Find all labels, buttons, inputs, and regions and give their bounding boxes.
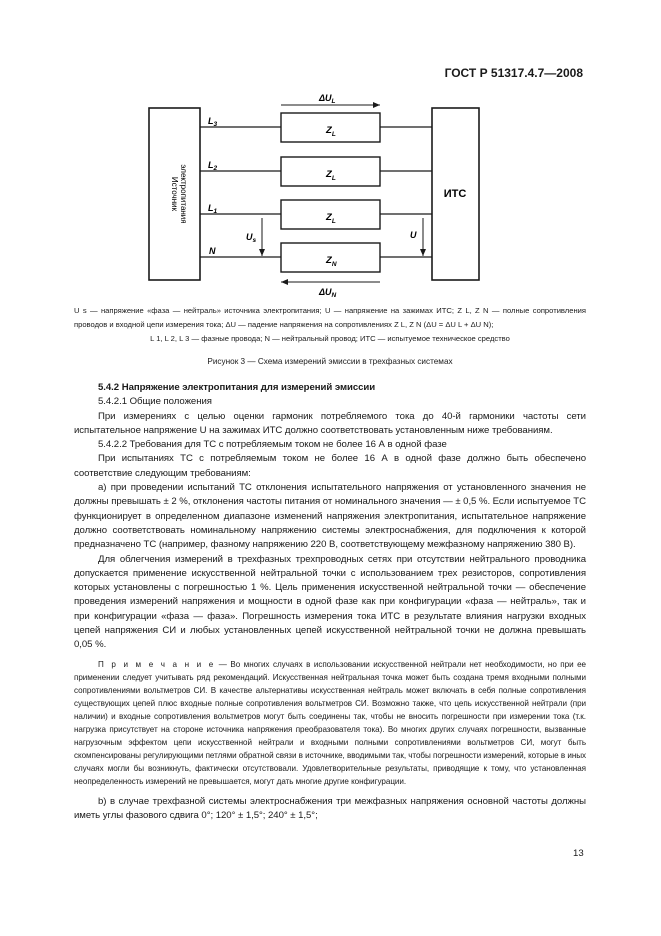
legend-line: L 1, L 2, L 3 — фазные провода; N — нейтральный провод; ИТС — испытуемое техническое средство [150, 334, 510, 343]
power-source-label: Источник [170, 176, 179, 212]
impedance-label: $Z_N$ [326, 255, 337, 268]
note-label: П р и м е ч а н и е [98, 659, 216, 669]
delta-ul-label: $\Delta U_L$ [319, 93, 336, 105]
line-label-l1: $L_1$ [208, 203, 218, 215]
measurement-circuit-diagram [140, 88, 510, 302]
eut-label: ИТС [443, 188, 467, 200]
paragraph: Для облегчения измерений в трехфазных трехпроводных сетях при отсутствии нейтрального проводника допускается применение искусственной нейтральной точки с использованием трех резисторов, сопротивления которых установлены с погрешностью 1 %. Цель применения искусственной нейтральной точки — обеспечение проведения измерений напряжения и мощности в одной фазе как при конфигурации «фаза — нейтраль», так и при конфигурации «фаза — фаза». Погрешность измерения тока ИТС в результате влияния нагрузки входных цепей напряжения СИ и любых установленных цепей искусственной нейтральной точки не должна превышать 0,05 %. [74, 553, 586, 651]
page-number: 13 [573, 848, 584, 859]
u-label: U [410, 230, 417, 240]
figure-legend [74, 304, 586, 346]
line-label-n: N [209, 246, 216, 256]
line-label-l2: $L_2$ [208, 160, 218, 172]
us-label: $U_s$ [246, 232, 257, 244]
impedance-label: $Z_L$ [326, 169, 336, 182]
paragraph: При измерениях с целью оценки гармоник потребляемого тока до 40-й гармоники частоты сети испытательное напряжение U на зажимах ИТС должно соответствовать установленным ниже требованиям. [74, 410, 586, 436]
list-item-b: b) в случае трехфазной системы электроснабжения три межфазных напряжения основной частоты должны иметь углы фазового сдвига 0°; 120° ± 1,5°; 240° ± 1,5°; [74, 795, 586, 821]
list-item-a: а) при проведении испытаний ТС отклонения испытательного напряжения от установленного значения не должны превышать ± 2 %, отклонения частоты питания от номинального значения — ± 0,5 %. Если испытуемое ТС функционирует в определенном диапазоне изменений напряжения электропитания, испытательное напряжение должно соответствовать номинальному напряжению системы электроснабжения, для подключения к которой предназначено ТС (например, фазному напряжению 220 В, соответствующему межфазному напряжению 380 В). [74, 482, 586, 551]
subsection-heading: 5.4.2.2 Требования для ТС с потребляемым током не более 16 А в одной фазе [98, 439, 447, 451]
line-label-l3: $L_3$ [208, 116, 218, 128]
delta-un-label: $\Delta U_N$ [319, 287, 337, 299]
standard-code: ГОСТ Р 51317.4.7—2008 [444, 66, 583, 80]
note-text: — Во многих случаях в использовании искусственной нейтрали нет необходимости, но при ее применении следует учитывать ряд рекомендаций. Искусственная нейтральная точка может быть создана тремя входными полными сопротивлениями вольтметров СИ. В качестве альтернативы искусственная нейтраль может включать в себя полные сопротивления существующих цепей плюс входные полные сопротивления вольтметров СИ. Возможно также, что цепь искусственной нейтрали (при наличии) и входные сопротивления вольтметров могут быть соединены так, чтобы не вносить погрешности при измерении тока (т.к. нагрузка присутствует на стороне источника напряжения преобразователя тока). Во многих других случаях погрешности, вызванные нагрузочным эффектом цепи искусственной нейтрали и входными полными сопротивлениями вольтметров СИ, могут быть скомпенсированы регулирующими петлями обратной связи в источнике, вводимыми так, чтобы погрешности измерений, которые в иных случаях могли бы возникнуть, фактически отсутствовали. Удовлетворительные результаты, приводящие к тому, что установленная неопределенность измерений не превышается, могут дать многие другие конфигурации. [74, 659, 586, 786]
legend-line: U s — напряжение «фаза — нейтраль» источника электропитания; U — напряжение на зажимах ИТС; Z L, Z N — полные сопротивления проводов и входной цепи измерения тока; ΔU — падение напряжения на сопротивлениях Z L, Z N (ΔU = ΔU L + ΔU N); [74, 306, 586, 329]
paragraph: При испытаниях ТС с потребляемым током не более 16 А в одной фазе должно быть обеспечено соответствие следующим требованиям: [74, 453, 586, 479]
impedance-label: $Z_L$ [326, 125, 336, 138]
section-body [74, 381, 586, 823]
section-heading: 5.4.2 Напряжение электропитания для измерений эмиссии [98, 382, 376, 393]
figure-caption: Рисунок 3 — Схема измерений эмиссии в трехфазных системах [207, 357, 453, 366]
note [74, 658, 586, 788]
power-source-label-2: электропитания [179, 164, 188, 224]
impedance-label: $Z_L$ [326, 212, 336, 225]
subsection-heading: 5.4.2.1 Общие положения [98, 396, 212, 408]
